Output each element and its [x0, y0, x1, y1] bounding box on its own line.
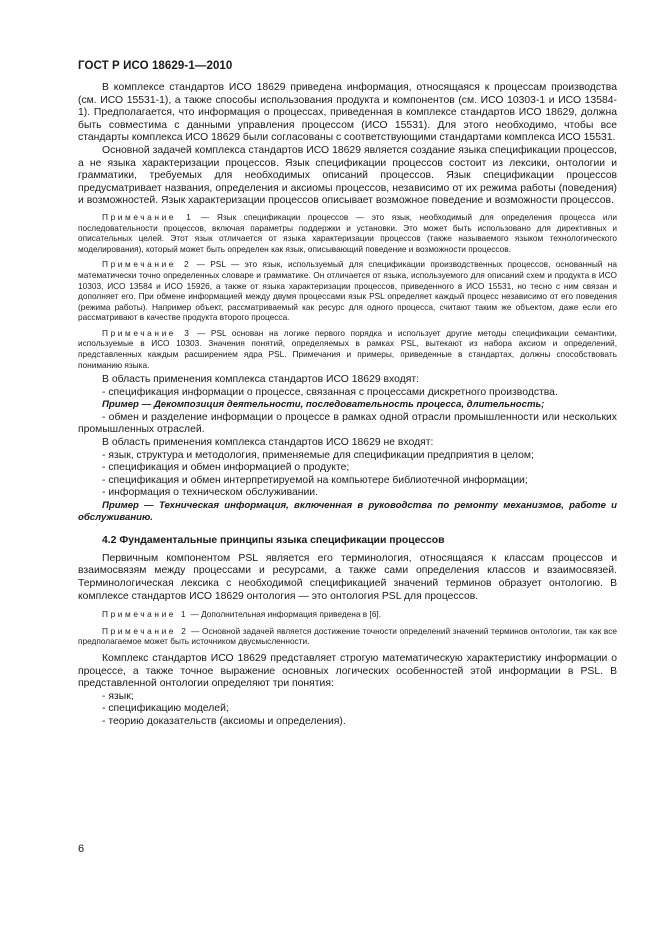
- paragraph-terminology: Первичным компонентом PSL является его терминология, относящаяся к классам процессов и взаимосвязям между процессами и ресурсами, а также сами определения классов и взаимосвязей. Терминологическая лексика с необходимой спецификацией значений терминов образует онтологию. В комплексе стандартов ИСО 18629 онтология — это онтология PSL для процессов.: [78, 552, 617, 602]
- list-item: - язык;: [102, 690, 134, 702]
- example-text: Пример — Техническая информация, включенная в руководства по ремонту механизмов, работе и обслуживанию.: [78, 500, 617, 524]
- note-label: Примечание 3: [102, 327, 192, 338]
- scope-in-intro: В область применения комплекса стандартов ИСО 18629 входят:: [102, 374, 420, 386]
- note-text: — PSL основан на логике первого порядка и использует другие методы спецификации семантики, используемые в ИСО 10303. Значения понятий, определяемых в рамках PSL, вытекают из набора аксиом и определений, представленных каждым расширением ядра PSL. Примечания и примеры, приведенные в стандартах, должны способствовать пониманию языка.: [78, 327, 617, 370]
- list-item: - информация о техническом обслуживании.: [102, 487, 318, 499]
- list-item: - спецификация и обмен интерпретируемой на компьютере библиотечной информации;: [102, 474, 528, 486]
- list-item: - спецификацию моделей;: [102, 703, 229, 715]
- list-item: - теорию доказательств (аксиомы и определения).: [102, 715, 346, 727]
- list-item: - спецификация информации о процессе, связанная с процессами дискретного производства.: [102, 386, 558, 398]
- section-note-2: [78, 626, 617, 647]
- section-heading: 4.2 Фундаментальные принципы языка спецификации процессов: [102, 534, 445, 546]
- note-text: — Язык спецификации процессов — это язык, необходимый для определения процесса или последовательности процессов, включая параметры поддержки и установки. Это может быть использовано для директивных и описательных целей. Этот язык отличается от языка характеризации процессов (также называемого языком технологического моделирования), который может быть определен как язык, описывающий поведение и возможности процессов.: [78, 211, 617, 254]
- list-item: - спецификация и обмен информацией о продукте;: [102, 462, 350, 474]
- list-item: - обмен и разделение информации о процессе в рамках одной отрасли промышленности или нескольких промышленных отраслей.: [78, 411, 617, 436]
- note-label: Примечание 1: [102, 609, 189, 620]
- note-text: — PSL — это язык, используемый для спецификации производственных процессов, основанный на математически точно определенных словаре и грамматике. Он отличается от языка, используемого для описаний схем и продукта в ИСО 10303, ИСО 13584 и ИСО 15926, а также от языка характеризации процессов, приведенного в ИСО 15531, но тесно с ним связан и дополняет его. При обмене информацией между двумя процессами язык PSL определяет каждый процесс независимо от его поведения (режима работы). Например объект, рассматриваемый как ресурс для одного процесса, считают таким же объектом, даже если его рассматривают в качестве продукта второго процесса.: [78, 259, 617, 323]
- paragraph-main-task: Основной задачей комплекса стандартов ИСО 18629 является создание языка спецификации процессов, а не языка характеризации процессов. Язык спецификации процессов состоит из лексики, онтологии и грамматики, требуемых для необходимых описаний процессов. Язык спецификации процессов предусматривает названия, определения и аксиомы процессов, независимо от их режима работы (поведения) и возможностей. Язык характеризации процессов описывает возможное поведение и возможности процессов.: [78, 144, 617, 207]
- document-header: ГОСТ Р ИСО 18629-1—2010: [78, 60, 233, 72]
- section-note-1: [78, 609, 617, 620]
- paragraph-process-info: В комплексе стандартов ИСО 18629 приведена информация, относящаяся к процессам производства (см. ИСО 15531-1), а также способы использования продукта и компонентов (см. ИСО 10303-1 и ИСО 13584-1). Предполагается, что информация о процессах, приведенная в комплексе стандартов ИСО 18629, должна быть совместима с данными управления процессом (ИСО 15531). Для этого необходимо, чтобы все стандарты комплекса ИСО 18629 были согласованы с соответствующими стандартами комплекса ИСО 15531.: [78, 82, 617, 144]
- scope-out-intro: В область применения комплекса стандартов ИСО 18629 не входят:: [102, 437, 434, 449]
- note-label: Примечание 2: [102, 259, 192, 270]
- note-label: Примечание 1: [102, 211, 194, 222]
- note-text: — Дополнительная информация приведена в [6].: [188, 609, 382, 620]
- paragraph-math-characteristic: Комплекс стандартов ИСО 18629 представляет строгую математическую характеристику информации о процессе, а также точное выражение основных логических особенностей этой информации в PSL. В представленной онтологии определяют три понятия:: [78, 652, 617, 690]
- note-text: — Основной задачей является достижение точности определений значений терминов онтологии, так как все предполагаемое может быть источником двусмысленности.: [78, 625, 617, 647]
- page-number: 6: [78, 843, 85, 855]
- example-text: Пример — Декомпозиция деятельности, последовательность процесса, длительность;: [102, 399, 545, 411]
- page-content: [78, 82, 617, 729]
- note-3: [78, 328, 617, 370]
- note-2: [78, 259, 617, 323]
- list-item: - язык, структура и методология, применяемые для спецификации предприятия в целом;: [102, 449, 534, 461]
- note-label: Примечание 2: [102, 625, 189, 636]
- note-1: [78, 212, 617, 254]
